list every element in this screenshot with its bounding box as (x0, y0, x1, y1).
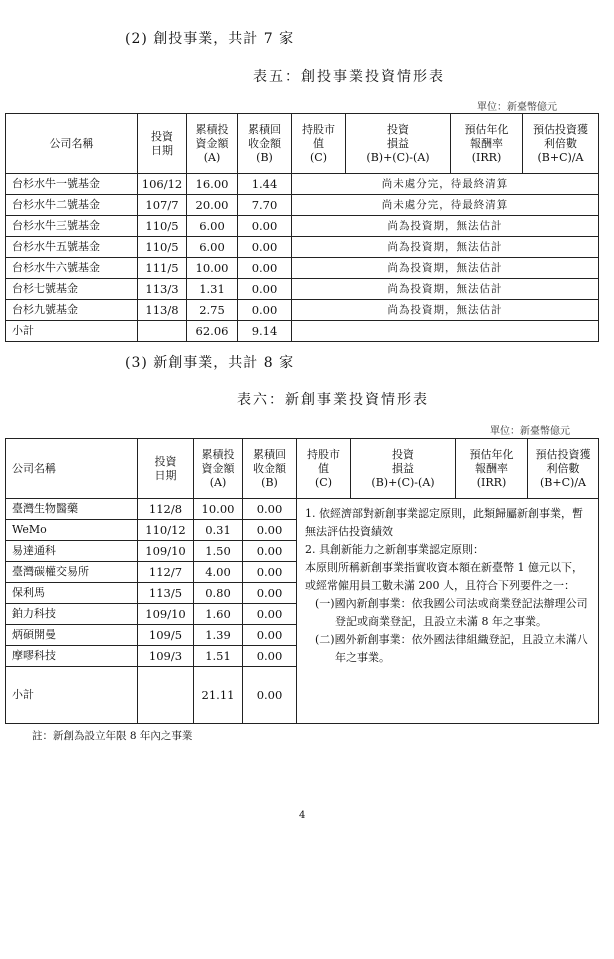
note-3: 本原則所稱新創事業指實收資本額在新臺幣 1 億元以下，或經常僱用員工數未滿 200 人，且符合下列要件之一： (305, 561, 583, 592)
col-header-date: 投資 日期 (138, 439, 194, 499)
table-row: 台杉水牛二號基金 107/7 20.00 7.70 尚未處分完，待最終清算 (6, 195, 599, 216)
table5-unit: 單位：新臺幣億元 (477, 102, 557, 113)
table5-header-row (6, 114, 599, 174)
table6-unit: 單位：新臺幣億元 (490, 426, 570, 437)
status-note: 尚未處分完，待最終清算 (292, 195, 599, 216)
footnote: 註：新創為設立年限 8 年內之事業 (32, 730, 193, 742)
table-row: WeMo 110/12 0.31 0.00 (6, 520, 599, 541)
table-row: 台杉九號基金 113/8 2.75 0.00 尚為投資期，無法估計 (6, 300, 599, 321)
table-row: 臺灣碳權交易所 112/7 4.00 0.00 (6, 562, 599, 583)
startup-notes (297, 499, 599, 724)
col-header-date: 投資 日期 (138, 114, 187, 174)
table-row: 台杉水牛一號基金 106/12 16.00 1.44 尚未處分完，待最終清算 (6, 174, 599, 195)
table-row: 保利馬 113/5 0.80 0.00 (6, 583, 599, 604)
note-1: 1. 依經濟部對新創事業認定原則，此類歸屬新創事業，暫無法評估投資績效 (305, 507, 583, 538)
table5-title: 表五：創投事業投資情形表 (253, 69, 445, 85)
table-row: 台杉水牛六號基金 111/5 10.00 0.00 尚為投資期，無法估計 (6, 258, 599, 279)
status-note: 尚為投資期，無法估計 (292, 279, 599, 300)
col-header-recovered: 累積回 收金額 (B) (243, 439, 297, 499)
table-row: 台杉七號基金 113/3 1.31 0.00 尚為投資期，無法估計 (6, 279, 599, 300)
note-domestic: (一)國內新創事業：依我國公司法或商業登記法辦理公司登記或商業登記，且設立未滿 8 年之事業。 (315, 597, 588, 628)
note-foreign: (二)國外新創事業：依外國法律組織登記，且設立未滿八年之事業。 (315, 633, 588, 664)
table6-header-row (6, 439, 599, 499)
status-note: 尚為投資期，無法估計 (292, 237, 599, 258)
col-header-investment: 累積投 資金額 (A) (194, 439, 243, 499)
section-heading-venture-capital: (2) 創投事業，共計 7 家 (125, 31, 295, 47)
status-note: 尚為投資期，無法估計 (292, 300, 599, 321)
table-row: 鉑力科技 109/10 1.60 0.00 (6, 604, 599, 625)
table-row: 易達通科 109/10 1.50 0.00 (6, 541, 599, 562)
table-row: 台杉水牛五號基金 110/5 6.00 0.00 尚為投資期，無法估計 (6, 237, 599, 258)
table-row: 臺灣生物醫藥 112/8 10.00 0.00 1. 依經濟部對新創事業認定原則，此類歸屬新創事業，暫無法評估投資績效 2. 具創新能力之新創事業認定原則： 本原則所稱新創事業指實收資本額在新臺幣 1 億元以下，或經常僱用員工數未滿 200 人，且符合下列要件之一： (一)國內新創事業：依我國公司法或商業登記法辦理公司登記或商業登記，且設立未滿 8 年之事業。 (二)國外新創事業：依外國法律組織登記，且設立未滿八年之事業。 (6, 499, 599, 520)
col-header-market-value: 持股市 值 (C) (297, 439, 351, 499)
col-header-investment: 累積投 資金額 (A) (187, 114, 238, 174)
status-note: 尚為投資期，無法估計 (292, 216, 599, 237)
table-subtotal-row: 小計 21.11 0.00 (6, 667, 599, 724)
col-header-irr: 預估年化 報酬率 (IRR) (451, 114, 523, 174)
col-header-multiple: 預估投資獲 利倍數 (B+C)/A (523, 114, 599, 174)
col-header-company: 公司名稱 (6, 439, 138, 499)
venture-capital-table (5, 113, 599, 342)
page-number: 4 (299, 810, 306, 821)
section-heading-startups: (3) 新創事業，共計 8 家 (125, 355, 295, 371)
col-header-profit-loss: 投資 損益 (B)+(C)-(A) (351, 439, 456, 499)
table-subtotal-row: 小計 62.06 9.14 (6, 321, 599, 342)
table-row: 摩嘐科技 109/3 1.51 0.00 (6, 646, 599, 667)
table6-title: 表六：新創事業投資情形表 (237, 392, 429, 408)
col-header-profit-loss: 投資 損益 (B)+(C)-(A) (346, 114, 451, 174)
col-header-irr: 預估年化 報酬率 (IRR) (456, 439, 528, 499)
table-row: 台杉水牛三號基金 110/5 6.00 0.00 尚為投資期，無法估計 (6, 216, 599, 237)
col-header-recovered: 累積回 收金額 (B) (238, 114, 292, 174)
status-note: 尚為投資期，無法估計 (292, 258, 599, 279)
startup-investment-table (5, 438, 599, 724)
table-row: 炳碩開曼 109/5 1.39 0.00 (6, 625, 599, 646)
col-header-market-value: 持股市 值 (C) (292, 114, 346, 174)
note-2: 2. 具創新能力之新創事業認定原則： (305, 543, 484, 556)
col-header-multiple: 預估投資獲 利倍數 (B+C)/A (528, 439, 599, 499)
col-header-company: 公司名稱 (6, 114, 138, 174)
status-note: 尚未處分完，待最終清算 (292, 174, 599, 195)
